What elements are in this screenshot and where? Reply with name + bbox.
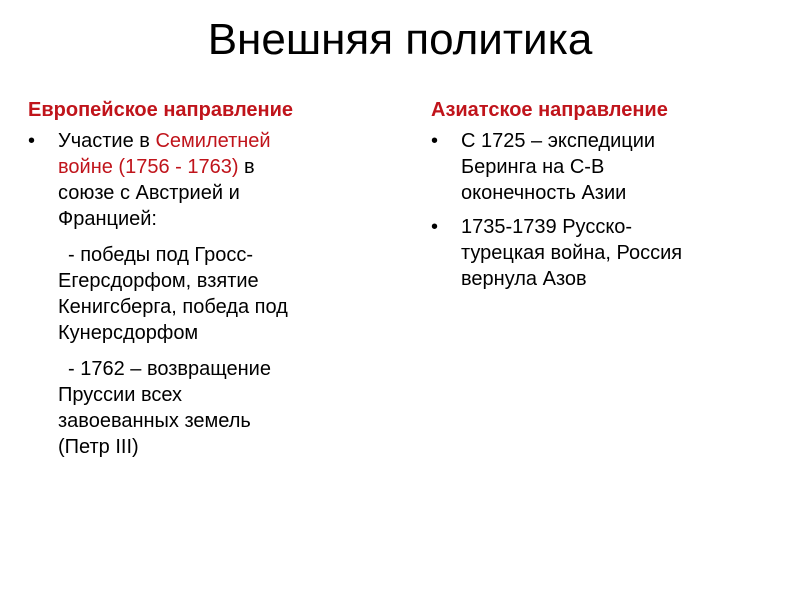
asian-list bbox=[425, 128, 785, 292]
item-line: 1735-1739 Русско- bbox=[461, 216, 633, 238]
item-text: в bbox=[238, 156, 255, 178]
asian-column bbox=[425, 96, 785, 300]
european-list bbox=[22, 128, 392, 460]
asian-heading: Азиатское направление bbox=[431, 99, 668, 121]
european-heading: Европейское направление bbox=[28, 99, 294, 121]
sub-line: Егерсдорфом, взятие bbox=[58, 270, 259, 292]
sub-text: - победы под Гросс- bbox=[68, 244, 254, 266]
item-line: вернула Азов bbox=[461, 268, 587, 290]
item-line: союзе с Австрией и bbox=[58, 182, 240, 204]
sub-line: Кенигсберга, победа под bbox=[58, 296, 288, 318]
sub-point bbox=[58, 242, 392, 346]
item-line: оконечность Азии bbox=[461, 182, 627, 204]
item-line bbox=[58, 154, 392, 180]
item-line: турецкая война, Россия bbox=[461, 242, 683, 264]
list-item bbox=[425, 214, 785, 292]
list-item bbox=[22, 128, 392, 460]
sub-line: Пруссии всех bbox=[58, 384, 183, 406]
item-text: Участие в bbox=[58, 130, 156, 152]
item-line bbox=[58, 128, 392, 154]
bullet-icon: • bbox=[431, 130, 439, 152]
sub-line bbox=[58, 242, 392, 268]
highlight-text: Семилетней bbox=[155, 130, 271, 152]
sub-line: (Петр III) bbox=[58, 436, 139, 458]
sub-text: - 1762 – возвращение bbox=[68, 358, 271, 380]
item-line: Беринга на С-В bbox=[461, 156, 605, 178]
highlight-text: войне (1756 - 1763) bbox=[58, 156, 239, 178]
sub-line: Кунерсдорфом bbox=[58, 322, 199, 344]
item-line: С 1725 – экспедиции bbox=[461, 130, 656, 152]
bullet-icon: • bbox=[28, 130, 36, 152]
sub-point bbox=[58, 356, 392, 460]
slide-title: Внешняя политика bbox=[207, 15, 593, 64]
list-item bbox=[425, 128, 785, 206]
bullet-icon: • bbox=[431, 216, 439, 238]
item-line: Францией: bbox=[58, 208, 157, 230]
sub-line bbox=[58, 356, 392, 382]
sub-line: завоеванных земель bbox=[58, 410, 251, 432]
european-column bbox=[22, 96, 392, 468]
